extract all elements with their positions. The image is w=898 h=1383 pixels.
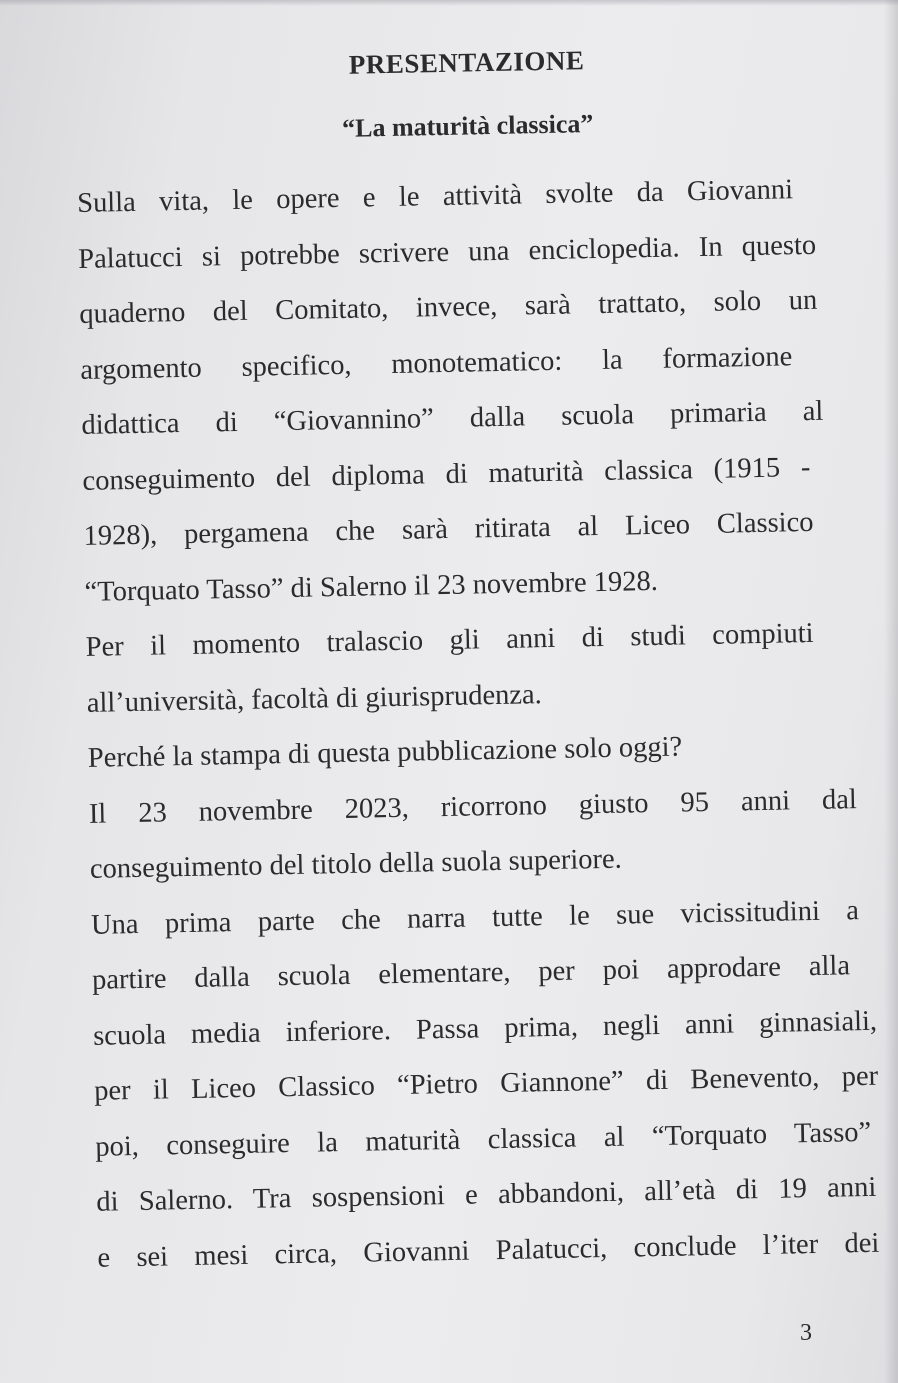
text-line: scuola media inferiore. Passa prima, negli anni ginnasiali, — [92, 1005, 878, 1052]
page-number: 3 — [800, 1320, 812, 1346]
text-line: Una prima parte che narra tutte le sue vicissitudini a — [90, 894, 860, 941]
text-line: di Salerno. Tra sospensioni e abbandoni, all’età di 19 anni — [96, 1171, 877, 1218]
text-line: partire dalla scuola elementare, per poi approdare alla — [91, 950, 851, 996]
text-line: Palatucci si potrebbe scrivere una enciclopedia. In questo — [77, 229, 817, 275]
text-line: 1928), pergamena che sarà ritirata al Liceo Classico — [83, 506, 814, 552]
text-line: conseguimento del diploma di maturità classica (1915 - — [82, 451, 811, 497]
body-text — [77, 161, 882, 1286]
text-line: Per il momento tralascio gli anni di studi compiuti — [85, 617, 814, 663]
page-title: PRESENTAZIONE — [348, 45, 585, 80]
text-line: all’università, facoltà di giurisprudenza. — [86, 678, 543, 719]
text-line: Perché la stampa di questa pubblicazione solo oggi? — [87, 731, 683, 774]
text-line: per il Liceo Classico “Pietro Giannone” di Benevento, per — [93, 1060, 879, 1107]
text-line: Il 23 novembre 2023, ricorrono giusto 95 anni dal — [88, 783, 858, 830]
page-subtitle: “La maturità classica” — [341, 109, 594, 143]
page-top-shadow — [0, 0, 898, 6]
text-line: quaderno del Comitato, invece, sarà trattato, solo un — [79, 284, 818, 330]
text-line: “Torquato Tasso” di Salerno il 23 novembre 1928. — [84, 565, 659, 608]
page-content — [74, 23, 882, 1286]
text-line: e sei mesi circa, Giovanni Palatucci, conclude l’iter dei — [97, 1227, 880, 1274]
text-line: conseguimento del titolo della suola superiore. — [89, 843, 623, 885]
page-edge-shadow — [884, 0, 898, 1383]
text-line: argomento specifico, monotematico: la formazione — [80, 340, 793, 386]
text-line: didattica di “Giovannino” dalla scuola primaria al — [81, 395, 824, 441]
text-line: poi, conseguire la maturità classica al “Torquato Tasso” — [94, 1116, 872, 1163]
text-line: Sulla vita, le opere e le attività svolte da Giovanni — [76, 174, 794, 219]
